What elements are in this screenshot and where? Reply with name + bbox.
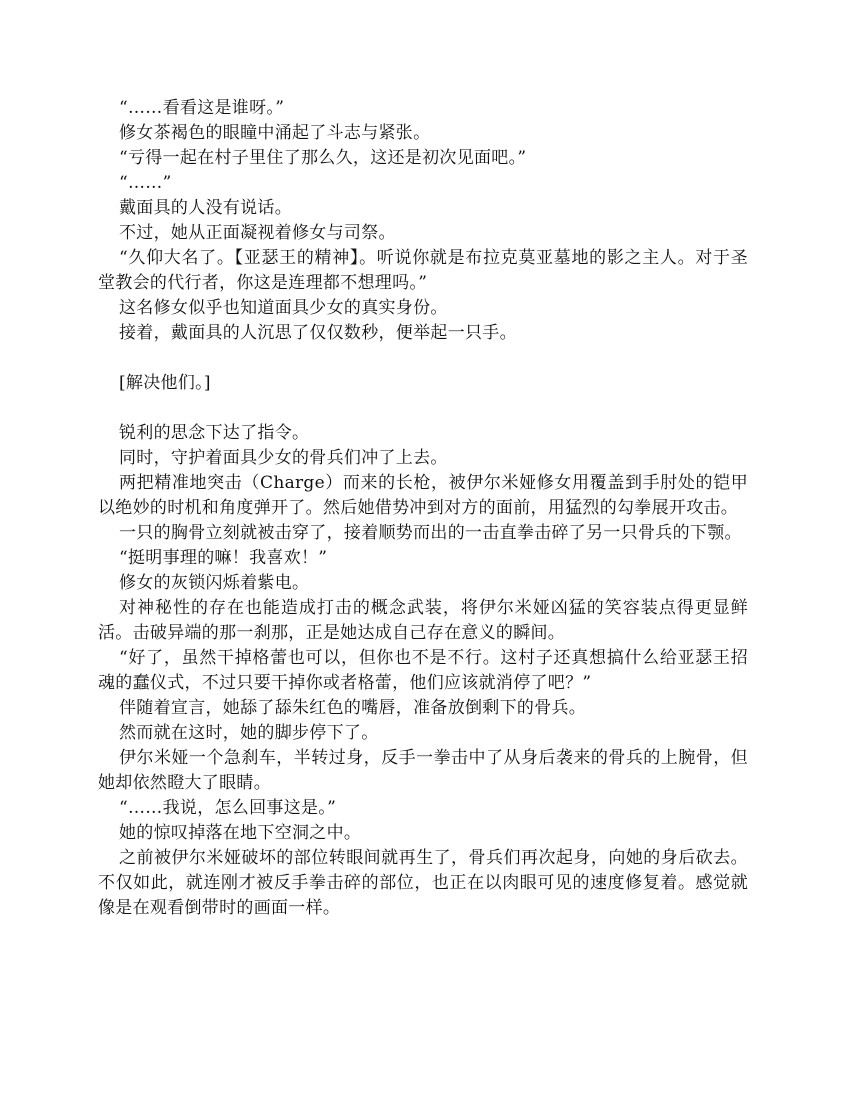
paragraph: 同时，守护着面具少女的骨兵们冲了上去。 <box>119 448 448 468</box>
paragraph: 伴随着宣言，她舔了舔朱红色的嘴唇，准备放倒剩下的骨兵。 <box>119 698 587 718</box>
paragraph: 她的惊叹掉落在地下空洞之中。 <box>119 823 362 843</box>
paragraph: “挺明事理的嘛！我喜欢！” <box>119 548 328 568</box>
paragraph: “……” <box>119 173 172 193</box>
document-page <box>98 96 748 921</box>
blank-line <box>98 396 748 421</box>
paragraph: 戴面具的人没有说话。 <box>119 198 292 218</box>
paragraph: 然而就在这时，她的脚步停下了。 <box>119 723 379 743</box>
paragraph: 修女茶褐色的眼瞳中涌起了斗志与紧张。 <box>119 123 431 143</box>
paragraph: 一只的胸骨立刻就被击穿了，接着顺势而出的一击直拳击碎了另一只骨兵的下颚。 <box>119 523 742 543</box>
paragraph: 对神秘性的存在也能造成打击的概念武装，将伊尔米娅凶猛的笑容装点得更显鲜活。击破异端的那一刹那，正是她达成自己存在意义的瞬间。 <box>98 598 748 643</box>
paragraph: [解决他们。] <box>119 373 211 393</box>
paragraph: 接着，戴面具的人沉思了仅仅数秒，便举起一只手。 <box>119 323 517 343</box>
paragraph: 锐利的思念下达了指令。 <box>119 423 310 443</box>
paragraph: 两把精准地突击（Charge）而来的长枪，被伊尔米娅修女用覆盖到手肘处的铠甲以绝妙的时机和角度弹开了。然后她借势冲到对方的面前，用猛烈的勾拳展开攻击。 <box>98 473 748 518</box>
paragraph: “好了，虽然干掉格蕾也可以，但你也不是不行。这村子还真想搞什么给亚瑟王招魂的蠢仪式，不过只要干掉你或者格蕾，他们应该就消停了吧？” <box>98 648 748 693</box>
paragraph: 修女的灰锁闪烁着紫电。 <box>119 573 310 593</box>
paragraph: 这名修女似乎也知道面具少女的真实身份。 <box>119 298 448 318</box>
paragraph: “……看看这是谁呀。” <box>119 98 285 118</box>
paragraph: “……我说，怎么回事这是。” <box>119 798 337 818</box>
paragraph: “亏得一起在村子里住了那么久，这还是初次见面吧。” <box>119 148 527 168</box>
paragraph: 伊尔米娅一个急刹车，半转过身，反手一拳击中了从身后袭来的骨兵的上腕骨，但她却依然瞪大了眼睛。 <box>98 748 748 793</box>
paragraph: 之前被伊尔米娅破坏的部位转眼间就再生了，骨兵们再次起身，向她的身后砍去。不仅如此，就连刚才被反手拳击碎的部位，也正在以肉眼可见的速度修复着。感觉就像是在观看倒带时的画面一样。 <box>98 848 748 918</box>
paragraph: “久仰大名了。【亚瑟王的精神】。听说你就是布拉克莫亚墓地的影之主人。对于圣堂教会的代行者，你这是连理都不想理吗。” <box>98 248 748 293</box>
paragraph: 不过，她从正面凝视着修女与司祭。 <box>119 223 396 243</box>
blank-line <box>98 346 748 371</box>
